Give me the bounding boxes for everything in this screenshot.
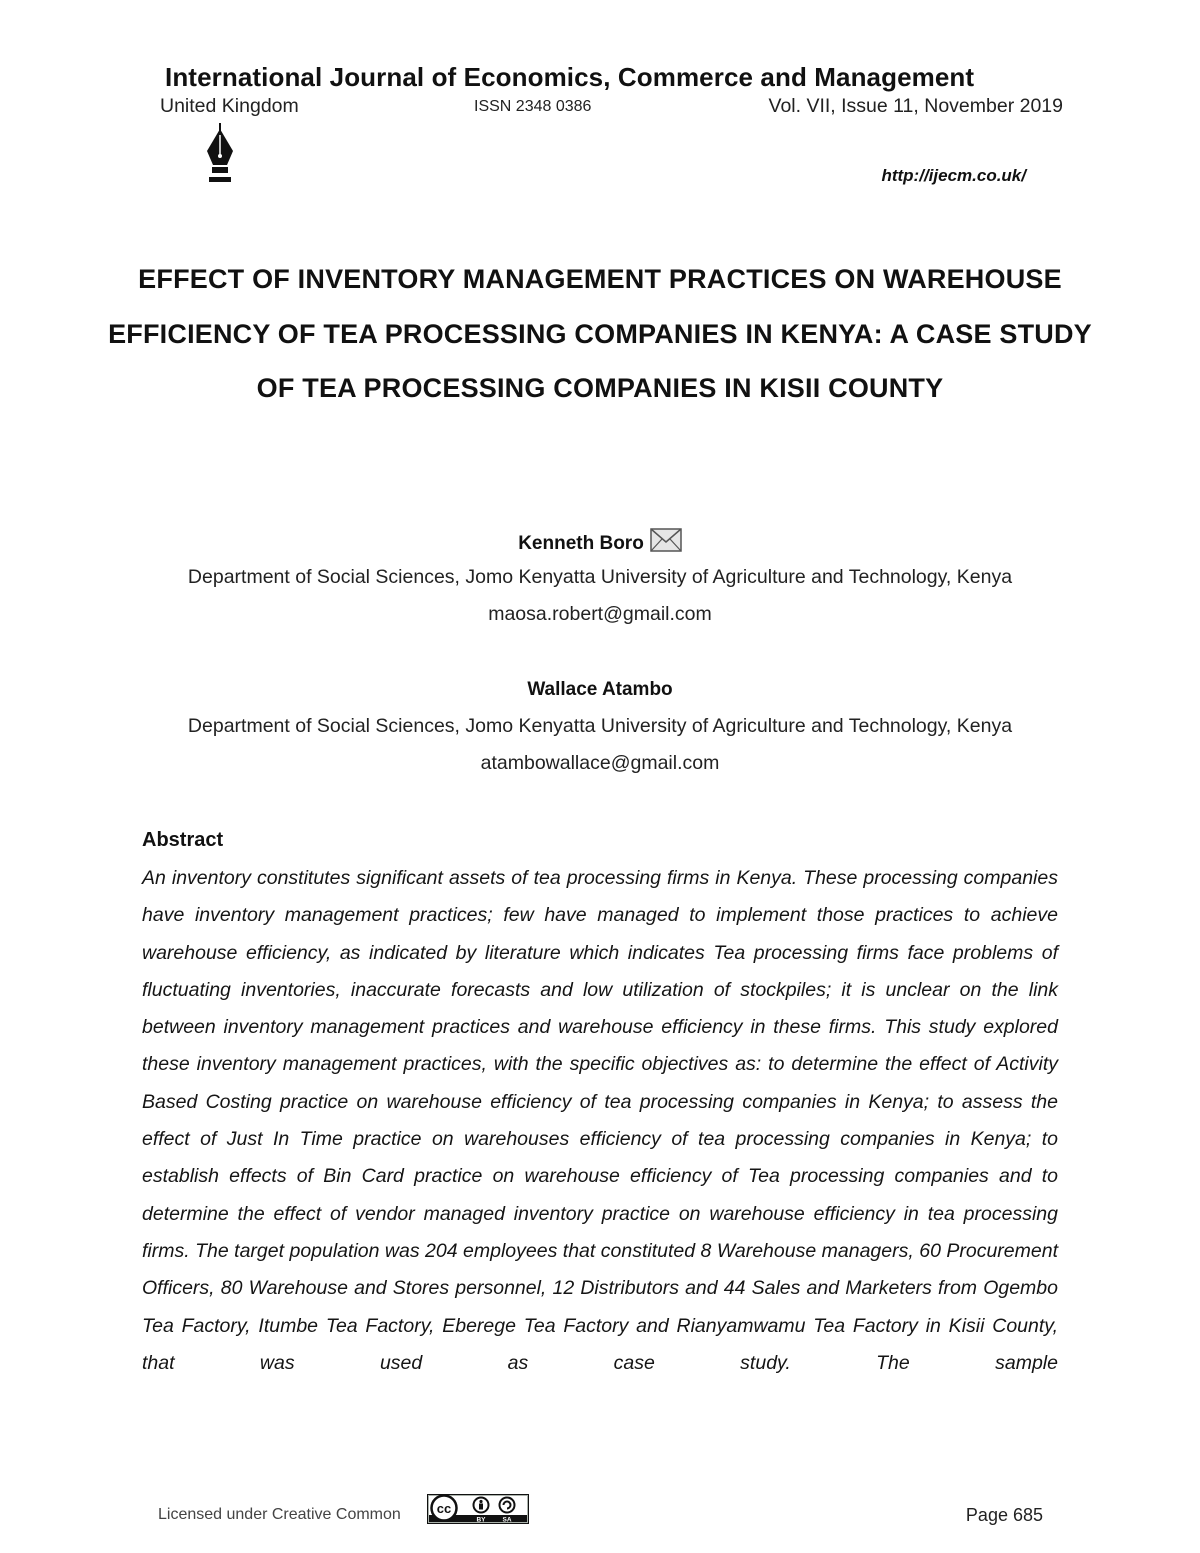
journal-url[interactable]: http://ijecm.co.uk/: [881, 166, 1026, 185]
author-1-affiliation: Department of Social Sciences, Jomo Kenyatta University of Agriculture and Technology, Kenya: [187, 566, 1013, 588]
author-name-text: Kenneth Boro: [518, 533, 644, 554]
page-number: Page 685: [965, 1505, 1043, 1525]
journal-country: United Kingdom: [160, 95, 299, 117]
abstract-text: An inventory constitutes significant assets of tea processing firms in Kenya. These processing companies have inventory management practices; few have managed to implement those practices to achieve warehouse efficiency, as indicated by literature which indicates Tea processing firms face problems of fluctuating inventories, inaccurate forecasts and low utilization of stockpiles; it is unclear on the link between inventory management practices and warehouse efficiency in these firms. This study explored these inventory management practices, with the specific objectives as: to determine the effect of Activity Based Costing practice on warehouse efficiency of tea processing companies in Kenya; to assess the effect of Just In Time practice on warehouses efficiency of tea processing companies in Kenya; to establish effects of Bin Card practice on warehouse efficiency of Tea processing companies and to determine the effect of vendor managed inventory practice on warehouse efficiency in tea processing firms. The target population was 204 employees that constituted 8 Warehouse managers, 60 Procurement Officers, 80 Warehouse and Stores personnel, 12 Distributors and 44 Sales and Marketers from Ogembo Tea Factory, Itumbe Tea Factory, Eberege Tea Factory and Rianyamwamu Tea Factory in Kisii County, that was used as case study. The sample: [142, 867, 1058, 1374]
svg-text:cc: cc: [436, 1501, 452, 1516]
author-2-name: Wallace Atambo: [527, 679, 673, 700]
cc-badge-by-label: BY: [476, 1516, 486, 1524]
author-2-affiliation: Department of Social Sciences, Jomo Kenyatta University of Agriculture and Technology, Kenya: [187, 715, 1013, 737]
journal-title: International Journal of Economics, Commerce and Management: [165, 62, 975, 92]
author-1-name: [0, 528, 1200, 555]
pen-nib-icon: [203, 123, 237, 185]
paper-title: EFFECT OF INVENTORY MANAGEMENT PRACTICES ON WAREHOUSE EFFICIENCY OF TEA PROCESSING COMPANIES IN KENYA: A CASE STUDY OF TEA PROCESSING COMPANIES IN KISII COUNTY: [108, 264, 1092, 403]
author-1-email[interactable]: maosa.robert@gmail.com: [488, 603, 712, 625]
journal-issn: ISSN 2348 0386: [474, 98, 592, 115]
license-text: Licensed under Creative Common: [158, 1506, 401, 1523]
envelope-icon[interactable]: [650, 528, 682, 552]
journal-volume: Vol. VII, Issue 11, November 2019: [768, 95, 1063, 117]
author-2-email[interactable]: atambowallace@gmail.com: [480, 752, 720, 774]
creative-commons-by-sa-icon[interactable]: [427, 1494, 529, 1524]
cc-badge-sa-label: SA: [502, 1516, 512, 1524]
abstract-heading: Abstract: [142, 829, 224, 851]
